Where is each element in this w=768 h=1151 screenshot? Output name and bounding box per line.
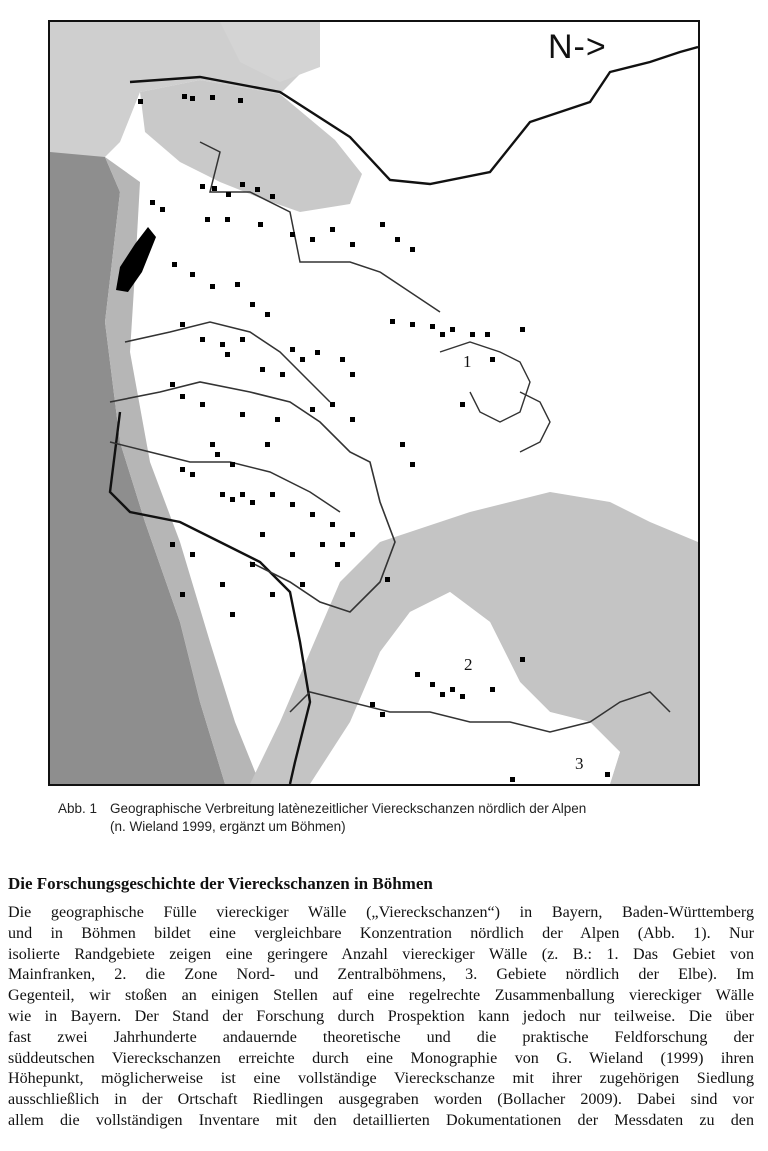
body-line: allem die vollständigen Inventare mit den detaillierten Dokumentationen der Messdaten zu den [8, 1111, 754, 1129]
body-line: fast zwei Jahrhunderte andauernde theoretische und die praktische Feldforschung der [8, 1028, 754, 1046]
body-line: wie in Bayern. Der Stand der Forschung durch Prospektion kann jedoch nur teilweise. Die über [8, 1007, 754, 1025]
body-line: Mainfranken, 2. die Zone Nord- und Zentralböhmens, 3. Gebiete nördlich der Elbe). Im [8, 966, 754, 984]
caption-number: Abb. 1 [58, 801, 98, 816]
river-neckar [125, 322, 330, 402]
body-line: ausschließlich in der Ortschaft Riedlingen ausgegraben worden (Bollacher 2009). Dabei sind vor [8, 1091, 754, 1109]
body-line: Gegenteil, wir stoßen an einigen Stellen auf eine regelrechte Zusammenballung viereckiger Wälle [8, 987, 754, 1005]
north-arrow-label: N-> [548, 28, 607, 66]
distribution-map [48, 20, 700, 786]
caption-line-2: (n. Wieland 1999, ergänzt um Böhmen) [110, 819, 346, 834]
figure-caption [58, 800, 738, 836]
body-paragraph [8, 903, 754, 1132]
body-line: und in Böhmen bildet eine vergleichbare Konzentration nördlich der Alpen (Abb. 1). Nur [8, 924, 754, 942]
body-line: isolierte Randgebiete zeigen eine geringere Anzahl viereckiger Wälle (z. B.: 1. Das Gebiet von [8, 945, 754, 963]
map-graphic [50, 22, 698, 784]
zone-label-3: 3 [575, 754, 584, 773]
body-line: Höhepunkt, möglicherweise ist eine vollständige Viereckschanze mit ihrer zugehörigen Siedlung [8, 1070, 754, 1088]
zone-label-1: 1 [463, 352, 472, 371]
caption-line-1: Geographische Verbreitung latènezeitlicher Viereckschanzen nördlich der Alpen [110, 801, 587, 816]
zone-label-2: 2 [464, 655, 473, 674]
river-east [520, 392, 550, 452]
body-line: süddeutschen Viereckschanzen erreichte durch eine Monographie von G. Wieland (1999) ihren [8, 1049, 754, 1067]
body-line: Die geographische Fülle viereckiger Wälle („Viereckschanzen“) in Bayern, Baden-Württemberg [8, 904, 754, 921]
section-heading: Die Forschungsgeschichte der Viereckschanzen in Böhmen [8, 874, 433, 893]
river-zone-1 [440, 342, 530, 422]
